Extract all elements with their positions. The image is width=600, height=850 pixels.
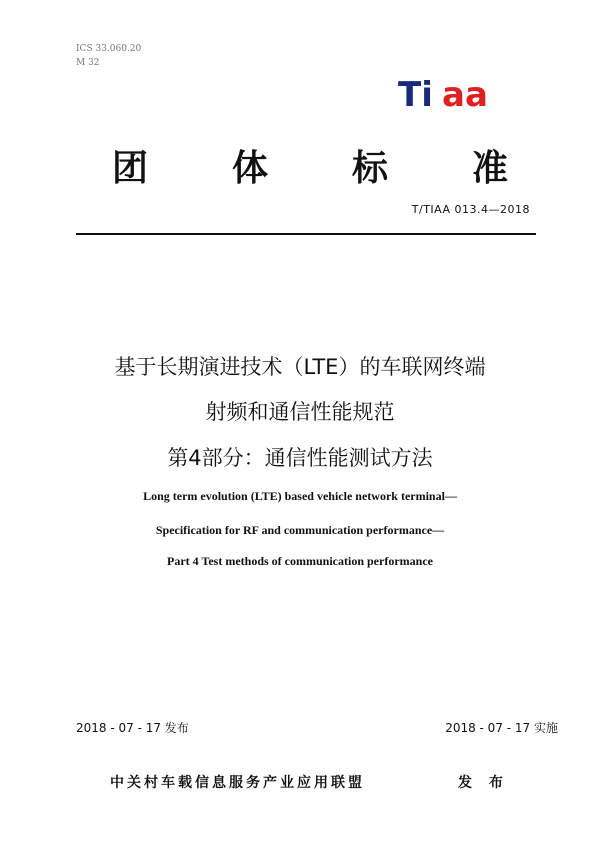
title-zh-line-1: 基于长期演进技术（LTE）的车联网终端 — [114, 355, 486, 379]
title-en-line-1: Long term evolution (LTE) based vehicle network terminal— — [143, 489, 457, 503]
publish-label: 发 布 — [458, 775, 509, 791]
implementation-date: 2018 - 07 - 17 实施 — [445, 721, 558, 735]
ccs-code: M 32 — [76, 58, 100, 68]
standard-type-char: 准 — [471, 148, 508, 189]
logo-text-aa: aa — [442, 75, 488, 114]
standard-type-char: 团 — [111, 148, 148, 189]
standard-type-char: 标 — [351, 148, 388, 189]
title-zh-line-3: 第4部分：通信性能测试方法 — [167, 446, 433, 470]
title-en-line-3: Part 4 Test methods of communication performance — [167, 554, 433, 568]
ics-code: ICS 33.060.20 — [76, 44, 142, 54]
standard-type-char: 体 — [231, 148, 268, 189]
issue-date: 2018 - 07 - 17 发布 — [76, 721, 189, 735]
standard-number: T/TIAA 013.4—2018 — [411, 203, 530, 216]
publisher-name: 中关村车载信息服务产业应用联盟 — [110, 775, 365, 791]
header-divider — [76, 233, 536, 235]
tiaa-logo-graphic — [398, 70, 508, 114]
logo-text-ti: Ti — [398, 75, 433, 114]
standard-type-heading — [100, 140, 520, 191]
title-en-line-2: Specification for RF and communication performance— — [155, 523, 445, 537]
title-zh-line-2: 射频和通信性能规范 — [205, 400, 395, 424]
tiaa-logo — [398, 70, 508, 114]
